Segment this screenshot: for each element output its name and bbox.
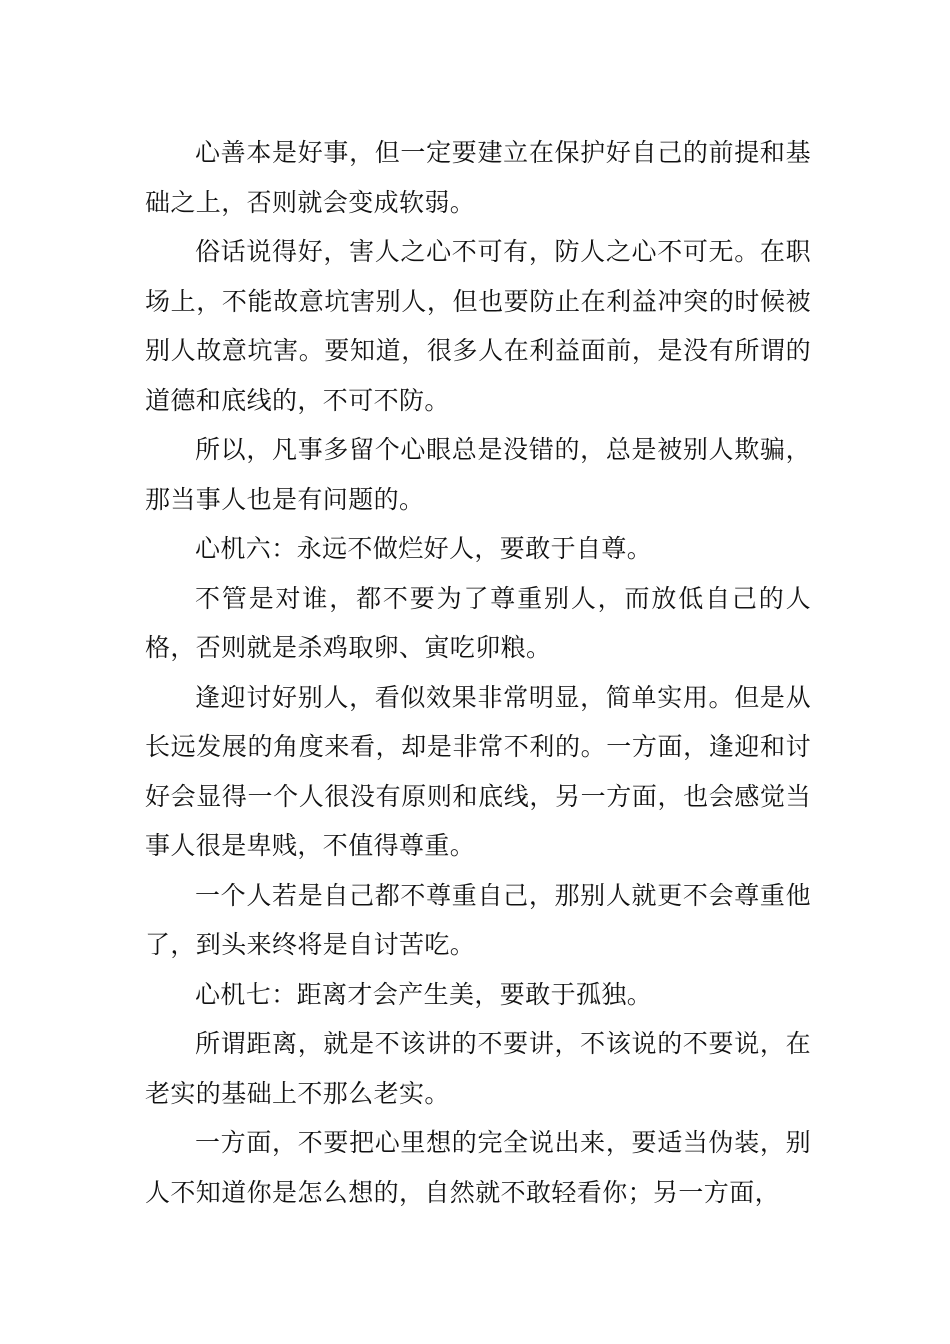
paragraph: 不管是对谁，都不要为了尊重别人，而放低自己的人格，否则就是杀鸡取卵、寅吃卯粮。	[145, 583, 811, 662]
paragraph: 一个人若是自己都不尊重自己，那别人就更不会尊重他了，到头来终将是自讨苦吃。	[145, 880, 811, 959]
paragraph: 一方面，不要把心里想的完全说出来，要适当伪装，别人不知道你是怎么想的，自然就不敢轻看你；另一方面，	[145, 1128, 811, 1207]
paragraph: 所谓距离，就是不该讲的不要讲，不该说的不要说，在老实的基础上不那么老实。	[145, 1029, 811, 1108]
paragraph: 所以，凡事多留个心眼总是没错的，总是被别人欺骗，那当事人也是有问题的。	[145, 435, 811, 514]
document-body	[145, 128, 811, 1217]
section-heading: 心机六：永远不做烂好人，要敢于自尊。	[195, 534, 653, 563]
paragraph: 俗话说得好，害人之心不可有，防人之心不可无。在职场上，不能故意坑害别人，但也要防止在利益冲突的时候被别人故意坑害。要知道，很多人在利益面前，是没有所谓的道德和底线的，不可不防。	[145, 237, 811, 415]
paragraph: 心善本是好事，但一定要建立在保护好自己的前提和基础之上，否则就会变成软弱。	[145, 138, 811, 217]
section-heading: 心机七：距离才会产生美，要敢于孤独。	[195, 979, 653, 1009]
paragraph: 逢迎讨好别人，看似效果非常明显，简单实用。但是从长远发展的角度来看，却是非常不利的。一方面，逢迎和讨好会显得一个人很没有原则和底线，另一方面，也会感觉当事人很是卑贱，不值得尊重。	[145, 682, 811, 860]
